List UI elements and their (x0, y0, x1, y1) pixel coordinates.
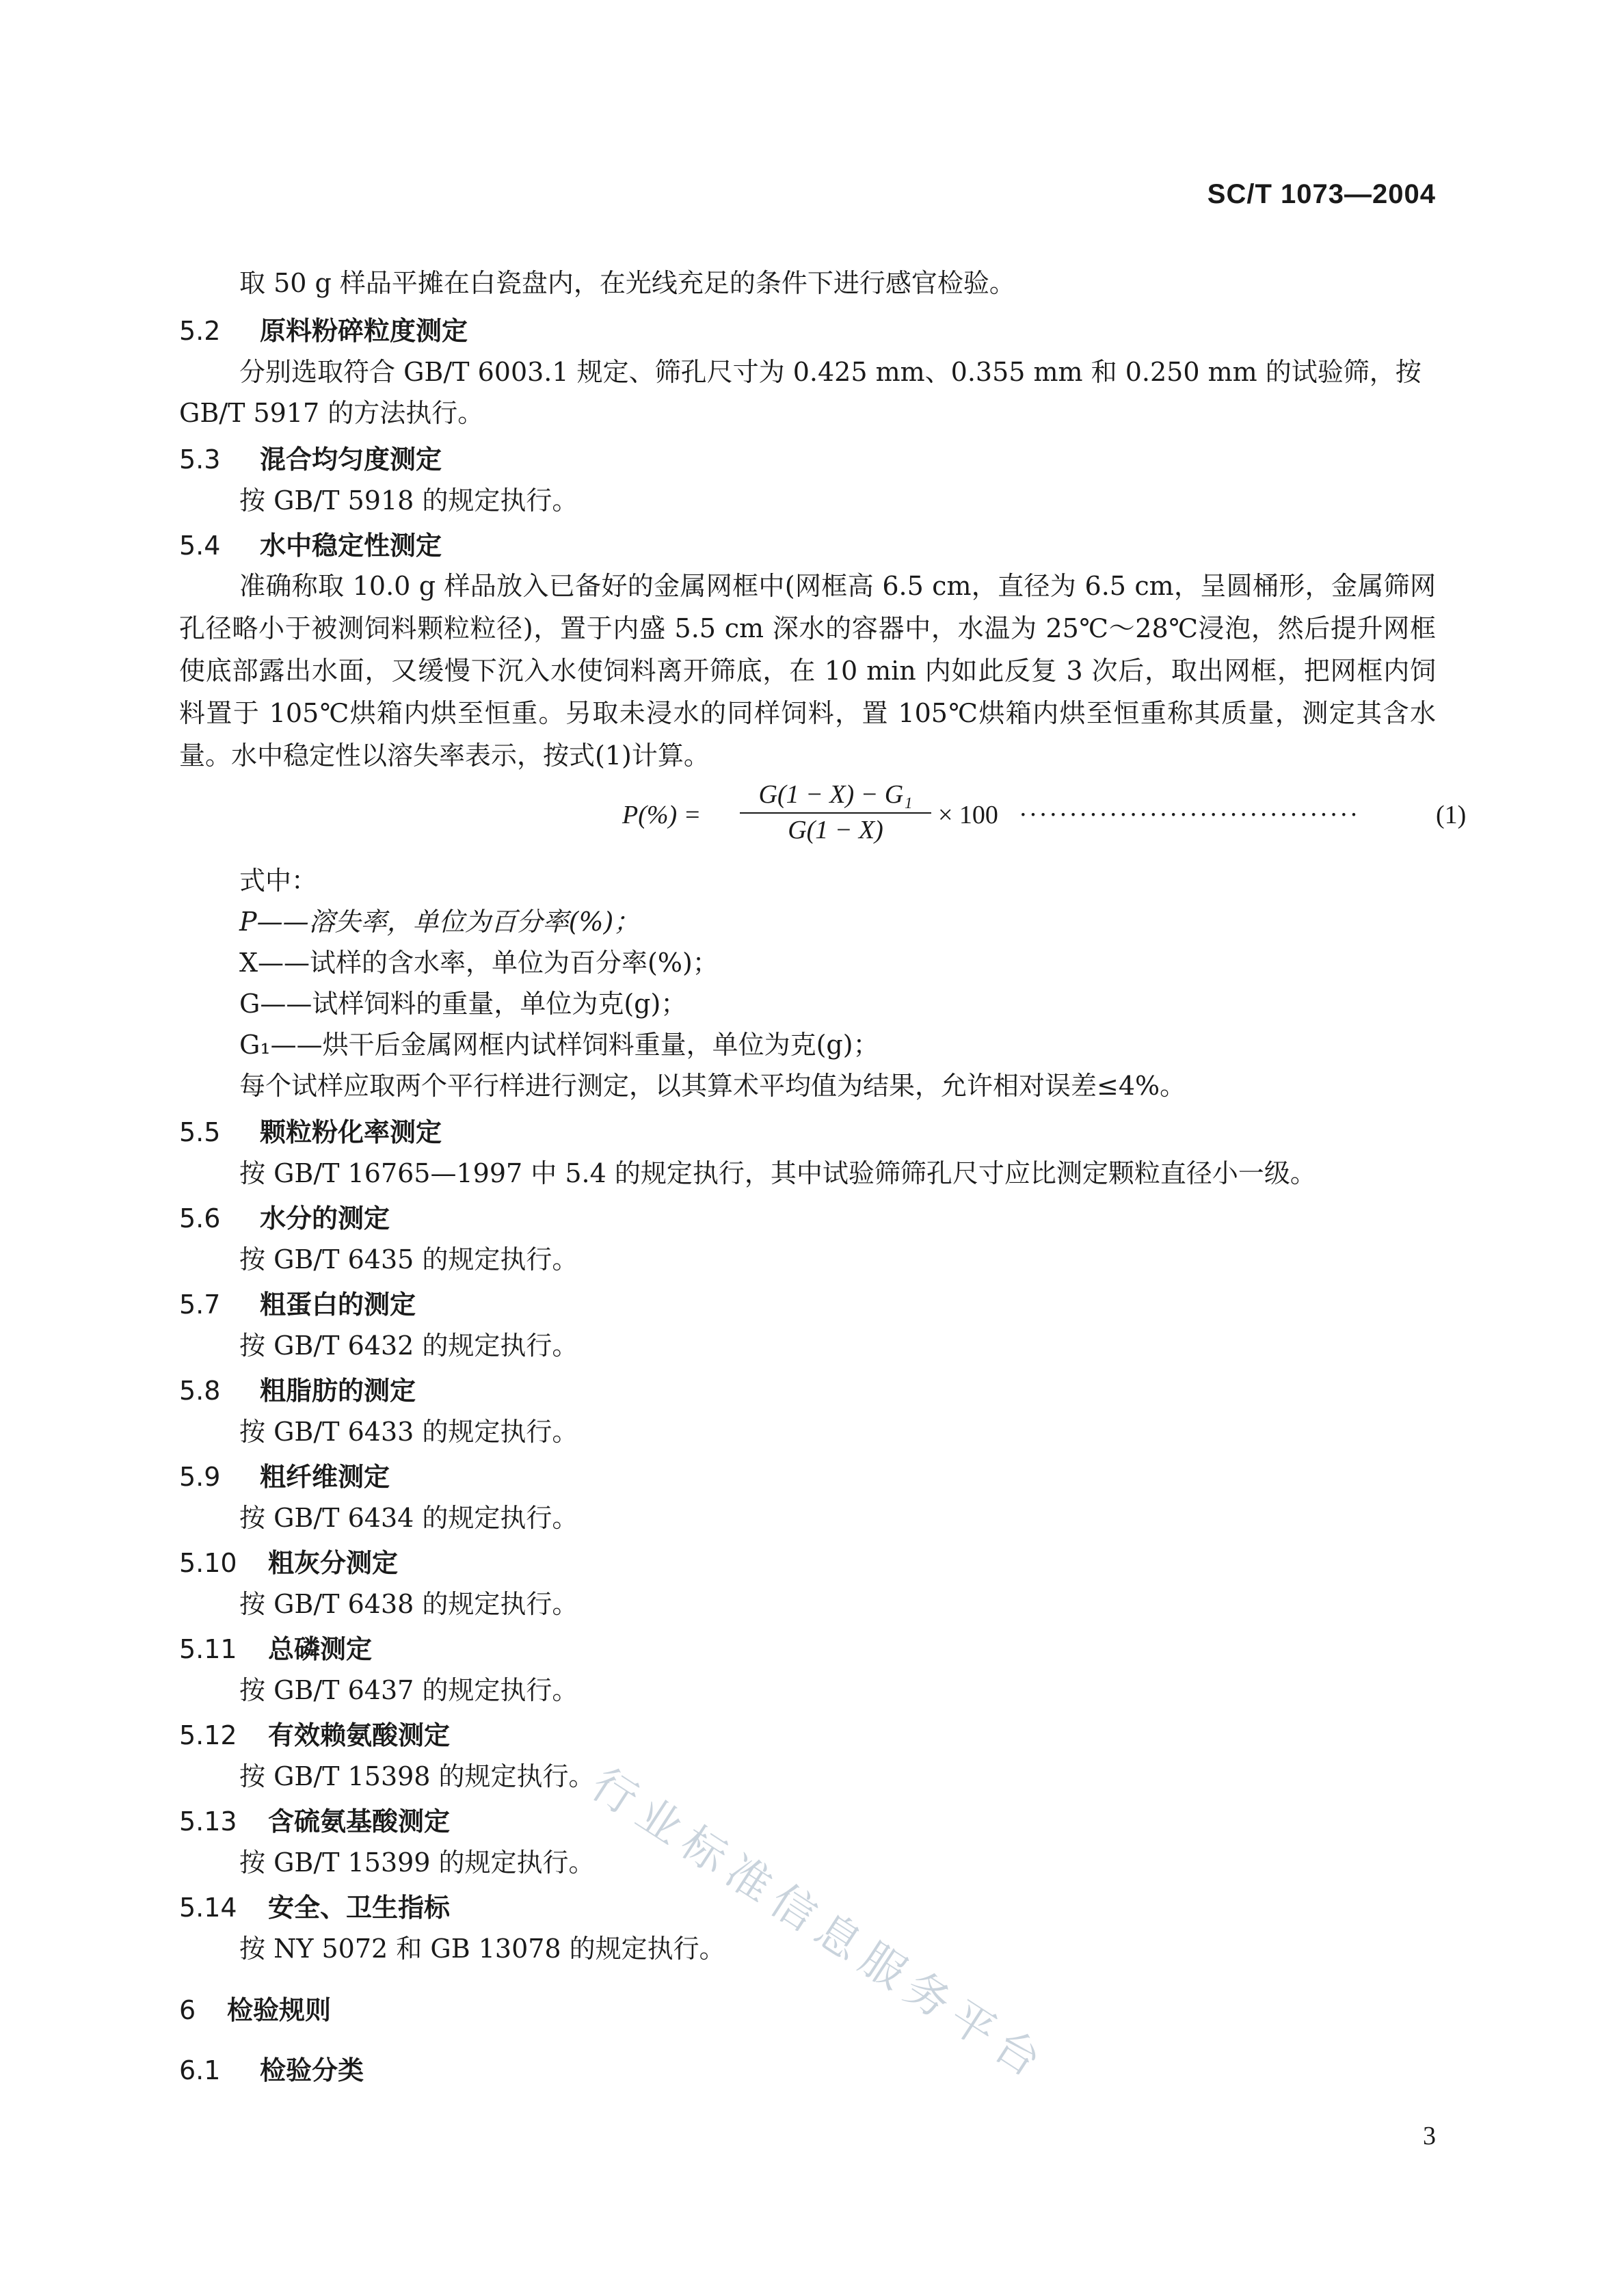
section-title: 混合均匀度测定 (260, 444, 442, 475)
section-5-14-text: 按 NY 5072 和 GB 13078 的规定执行。 (239, 1934, 725, 1964)
section-number: 5.5 (179, 1117, 221, 1147)
section-title: 原料粉碎粒度测定 (260, 316, 468, 346)
section-5-8-text: 按 GB/T 6433 的规定执行。 (239, 1417, 578, 1447)
section-number: 5.2 (179, 316, 221, 346)
section-title: 粗灰分测定 (268, 1548, 399, 1578)
section-title: 检验规则 (227, 1995, 332, 2025)
section-title: 粗纤维测定 (260, 1462, 390, 1492)
formula-fraction (740, 779, 931, 845)
section-number: 5.13 (179, 1806, 237, 1837)
section-number: 6 (179, 1995, 196, 2025)
section-5-11-heading (179, 1631, 372, 1667)
section-5-13-heading (179, 1804, 450, 1839)
section-title: 粗脂肪的测定 (260, 1376, 416, 1406)
formula-denominator: G(1 − X) (788, 816, 883, 844)
definition-x: X——试样的含水率，单位为百分率(%)； (239, 948, 719, 978)
formula-multiplier: × 100 (938, 801, 998, 829)
standard-code: SC/T 1073—2004 (1207, 179, 1436, 209)
section-5-8-heading (179, 1373, 416, 1409)
intro-text: 取 50 g 样品平摊在白瓷盘内，在光线充足的条件下进行感官检验。 (239, 268, 1015, 298)
section-number: 5.9 (179, 1462, 221, 1492)
definition-g: G——试样饲料的重量，单位为克(g)； (239, 989, 687, 1019)
section-5-6-heading (179, 1201, 390, 1236)
definition-g1: G₁——烘干后金属网框内试样饲料重量，单位为克(g)； (239, 1030, 879, 1060)
section-5-6-text: 按 GB/T 6435 的规定执行。 (239, 1244, 578, 1274)
section-5-12-heading (179, 1718, 450, 1753)
section-6-heading (179, 1992, 331, 2028)
section-number: 6.1 (179, 2055, 221, 2085)
section-5-3-heading (179, 442, 442, 477)
section-number: 5.3 (179, 444, 221, 475)
section-5-14-heading (179, 1890, 450, 1925)
section-5-2-text-line1: 分别选取符合 GB/T 6003.1 规定、筛孔尺寸为 0.425 mm、0.355 mm 和 0.250 mm 的试验筛，按 (239, 357, 1422, 387)
section-5-12-text: 按 GB/T 15398 的规定执行。 (239, 1761, 595, 1791)
section-number: 5.12 (179, 1720, 237, 1750)
section-title: 含硫氨基酸测定 (268, 1806, 451, 1837)
section-5-11-text: 按 GB/T 6437 的规定执行。 (239, 1675, 578, 1705)
tolerance-note: 每个试样应取两个平行样进行测定，以其算术平均值为结果，允许相对误差≤4%。 (239, 1071, 1186, 1101)
definition-p: P——溶失率，单位为百分率(%)； (239, 907, 640, 937)
section-5-5-text: 按 GB/T 16765—1997 中 5.4 的规定执行，其中试验筛筛孔尺寸应比测定颗粒直径小一级。 (239, 1158, 1316, 1188)
formula-lhs: P(%) = (622, 801, 702, 829)
section-title: 水中稳定性测定 (260, 531, 442, 561)
section-5-7-heading (179, 1287, 416, 1322)
section-number: 5.11 (179, 1634, 237, 1664)
section-title: 粗蛋白的测定 (260, 1290, 416, 1320)
watermark-text: 行业标准信息服务平台 (582, 1759, 1057, 2092)
formula-number: (1) (1436, 801, 1467, 829)
formula-numerator: G(1 − X) − G₁ (740, 779, 931, 814)
section-number: 5.4 (179, 531, 221, 561)
section-5-10-text: 按 GB/T 6438 的规定执行。 (239, 1589, 578, 1619)
page-number: 3 (1423, 2122, 1436, 2150)
section-title: 水分的测定 (260, 1203, 390, 1233)
section-5-9-heading (179, 1459, 390, 1495)
section-6-1-heading (179, 2053, 364, 2088)
where-label: 式中： (239, 866, 318, 896)
section-number: 5.10 (179, 1548, 237, 1578)
section-title: 总磷测定 (268, 1634, 373, 1664)
section-number: 5.8 (179, 1376, 221, 1406)
section-title: 检验分类 (260, 2055, 364, 2085)
section-5-5-heading (179, 1114, 442, 1150)
section-5-13-text: 按 GB/T 15399 的规定执行。 (239, 1847, 595, 1878)
section-5-4-paragraph: 准确称取 10.0 g 样品放入已备好的金属网框中(网框高 6.5 cm，直径为 6.5 cm，呈圆桶形，金属筛网孔径略小于被测饲料颗粒粒径)，置于内盛 5.5 cm 深水的容器中，水温为 25℃～28℃浸泡，然后提升网框使底部露出水面，又缓慢下沉入水使饲料离开筛底，在 10 min 内如此反复 3 次后，取出网框，把网框内饲料置于 105℃烘箱内烘至恒重。另取未浸水的同样饲料，置 105℃烘箱内烘至恒重称其质量，测定其含水量。水中稳定性以溶失率表示，按式(1)计算。 (179, 571, 1436, 771)
section-title: 安全、卫生指标 (268, 1893, 451, 1923)
section-5-7-text: 按 GB/T 6432 的规定执行。 (239, 1331, 578, 1361)
section-number: 5.7 (179, 1290, 221, 1320)
section-5-10-heading (179, 1545, 398, 1581)
section-5-2-heading (179, 313, 468, 349)
section-title: 颗粒粉化率测定 (260, 1117, 442, 1147)
section-number: 5.14 (179, 1893, 237, 1923)
formula-leader-dots: ·································· (1019, 801, 1360, 829)
section-5-3-text: 按 GB/T 5918 的规定执行。 (239, 485, 578, 516)
section-5-9-text: 按 GB/T 6434 的规定执行。 (239, 1503, 578, 1533)
section-5-4-heading (179, 528, 442, 563)
section-5-2-text-line2: GB/T 5917 的方法执行。 (179, 398, 484, 428)
section-title: 有效赖氨酸测定 (268, 1720, 451, 1750)
section-number: 5.6 (179, 1203, 221, 1233)
